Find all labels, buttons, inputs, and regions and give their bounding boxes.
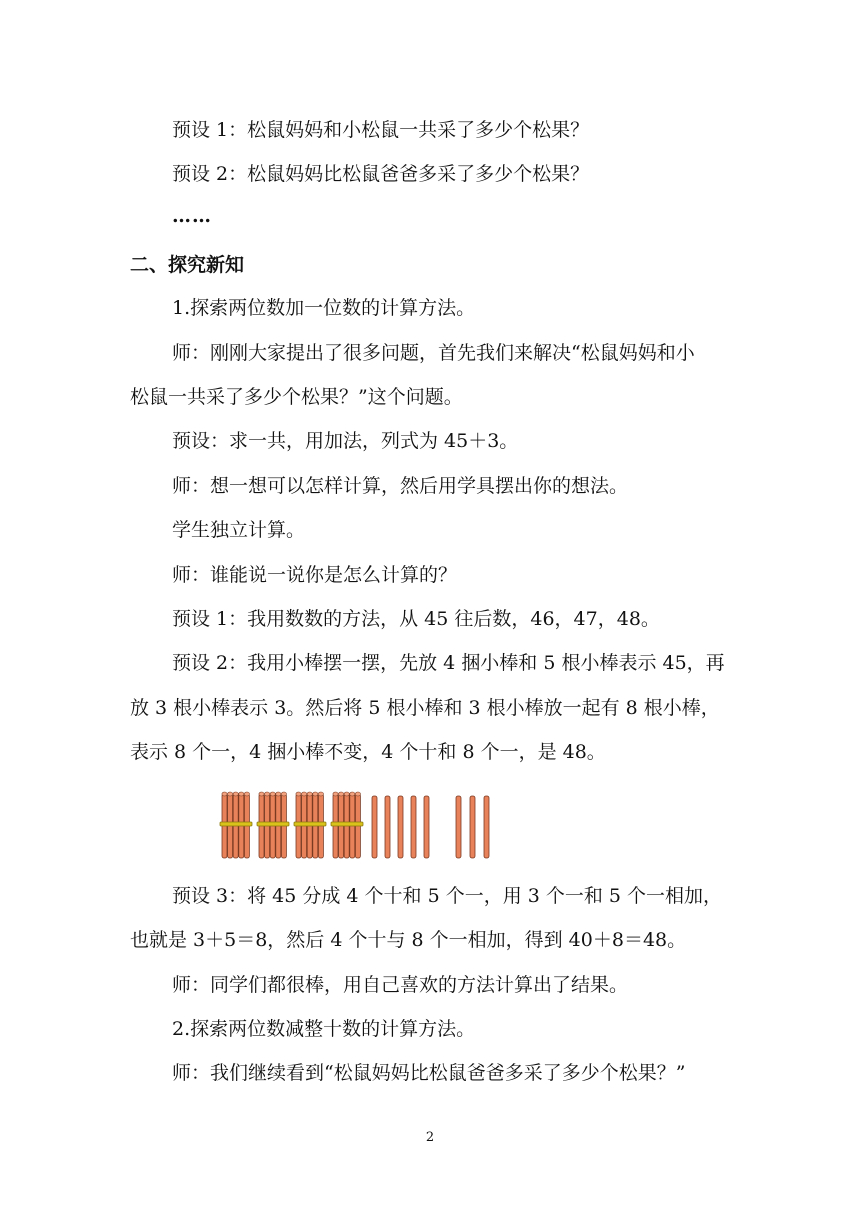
single-stick <box>372 796 377 858</box>
single-stick <box>456 796 461 858</box>
single-stick <box>470 796 475 858</box>
paragraph-teacher-3: 师：谁能说一说你是怎么计算的？ <box>172 564 458 586</box>
stick-bundle <box>294 792 326 858</box>
single-stick <box>385 796 390 858</box>
paragraph-preset-2: 预设 2：松鼠妈妈比松鼠爸爸多采了多少个松果？ <box>172 163 590 185</box>
paragraph-teacher-4: 师：我们继续看到“松鼠妈妈比松鼠爸爸多采了多少个松果？” <box>172 1062 686 1084</box>
paragraph-preset-add: 预设：求一共，用加法，列式为 45＋3。 <box>172 430 519 452</box>
single-stick <box>424 796 429 858</box>
subsection-title-2: 2.探索两位数减整十数的计算方法。 <box>172 1018 476 1040</box>
ellipsis: …… <box>172 205 212 227</box>
stick-bundle <box>220 792 252 858</box>
paragraph-preset-sticks-c: 表示 8 个一，4 捆小棒不变，4 个十和 8 个一，是 48。 <box>130 741 606 763</box>
stick-bundle <box>331 792 363 858</box>
paragraph-preset-sticks-b: 放 3 根小棒表示 3。然后将 5 根小棒和 3 根小棒放一起有 8 根小棒， <box>130 697 720 719</box>
paragraph-teacher-1a: 师：刚刚大家提出了很多问题，首先我们来解决“松鼠妈妈和小 <box>172 342 695 364</box>
paragraph-preset-split-b: 也就是 3＋5＝8，然后 4 个十与 8 个一相加，得到 40＋8＝48。 <box>130 929 687 951</box>
paragraph-teacher-1b: 松鼠一共采了多少个松果？”这个问题。 <box>130 386 463 408</box>
section-heading: 二、探究新知 <box>130 254 245 276</box>
paragraph-teacher-praise: 师：同学们都很棒，用自己喜欢的方法计算出了结果。 <box>172 974 629 996</box>
paragraph-preset-split-a: 预设 3：将 45 分成 4 个十和 5 个一，用 3 个一和 5 个一相加， <box>172 885 723 907</box>
page-number: 2 <box>425 1130 435 1145</box>
stick-bundle <box>257 792 289 858</box>
single-stick <box>398 796 403 858</box>
single-stick <box>484 796 489 858</box>
paragraph-students: 学生独立计算。 <box>172 519 306 541</box>
subsection-title-1: 1.探索两位数加一位数的计算方法。 <box>172 297 476 319</box>
paragraph-preset-1: 预设 1：松鼠妈妈和小松鼠一共采了多少个松果？ <box>172 119 590 141</box>
single-stick <box>411 796 416 858</box>
counting-sticks-illustration <box>218 790 508 862</box>
paragraph-teacher-2: 师：想一想可以怎样计算，然后用学具摆出你的想法。 <box>172 475 629 497</box>
paragraph-preset-count: 预设 1：我用数数的方法，从 45 往后数，46，47，48。 <box>172 608 660 630</box>
paragraph-preset-sticks-a: 预设 2：我用小棒摆一摆，先放 4 捆小棒和 5 根小棒表示 45，再 <box>172 652 725 674</box>
